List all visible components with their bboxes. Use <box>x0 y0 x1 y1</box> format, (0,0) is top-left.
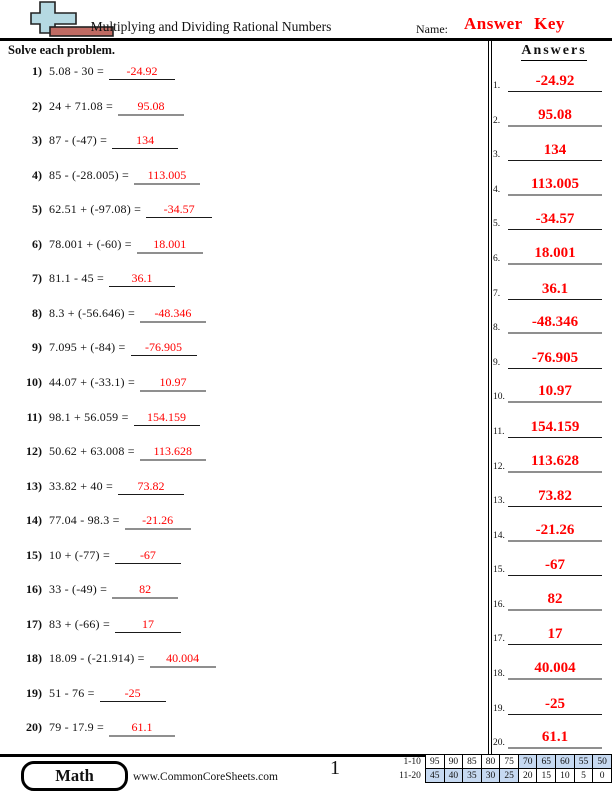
answer-number: 3. <box>493 150 501 160</box>
answer-number: 13. <box>493 496 505 506</box>
problem-row-6 <box>14 237 203 255</box>
grading-cell: 25 <box>500 769 519 783</box>
problem-number: 20) <box>26 720 42 734</box>
problem-row-3 <box>14 133 178 151</box>
problem-expression: 24 + 71.08 = <box>49 99 113 113</box>
problem-answer-blank: 73.82 <box>118 479 184 495</box>
problem-number: 13) <box>26 479 42 493</box>
problem-row-9 <box>14 340 197 358</box>
grading-cell: 80 <box>481 755 500 769</box>
problem-row-15 <box>14 548 181 566</box>
answer-item-18 <box>491 660 610 680</box>
answer-value: 17 <box>508 626 602 645</box>
answer-number: 20. <box>493 738 505 748</box>
problem-row-12 <box>14 444 206 462</box>
answer-number: 12. <box>493 462 505 472</box>
answer-value: -21.26 <box>508 522 602 542</box>
grading-cell: 55 <box>574 755 593 769</box>
instructions-text: Solve each problem. <box>8 43 116 57</box>
page-number: 1 <box>330 757 340 779</box>
problem-answer-blank: -21.26 <box>125 513 191 530</box>
grading-cell: 0 <box>593 769 612 783</box>
name-label: Name: <box>416 22 448 36</box>
problem-number: 4) <box>32 168 42 182</box>
answer-value: 40.004 <box>508 660 602 680</box>
problem-answer-blank: 18.001 <box>137 237 203 254</box>
answer-key-text: Answer Key <box>464 14 565 33</box>
problem-expression: 78.001 + (-60) = <box>49 237 132 251</box>
website-text: www.CommonCoreSheets.com <box>133 771 278 783</box>
problem-answer-blank: 134 <box>112 133 178 149</box>
answers-heading: Answers <box>521 43 586 61</box>
answer-value: 134 <box>508 142 602 161</box>
problem-row-16 <box>14 582 178 600</box>
problem-answer-blank: 61.1 <box>109 720 175 737</box>
problem-row-14 <box>14 513 191 531</box>
problem-expression: 79 - 17.9 = <box>49 720 104 734</box>
answer-number: 7. <box>493 289 501 299</box>
answer-value: -24.92 <box>508 73 602 92</box>
answer-number: 8. <box>493 323 501 333</box>
problem-number: 8) <box>32 306 42 320</box>
problem-number: 1) <box>32 64 42 78</box>
answer-number: 17. <box>493 634 505 644</box>
answer-value: -34.57 <box>508 211 602 230</box>
problem-row-7 <box>14 271 175 289</box>
problem-answer-blank: -76.905 <box>131 340 197 356</box>
problem-answer-blank: 10.97 <box>140 375 206 392</box>
answer-value: 154.159 <box>508 419 602 438</box>
answer-value: 73.82 <box>508 488 602 507</box>
subject-badge: Math <box>21 761 128 791</box>
answer-item-8 <box>491 314 610 334</box>
grading-row-label: 11-20 <box>399 770 421 781</box>
problem-row-1 <box>14 64 175 82</box>
problem-expression: 98.1 + 56.059 = <box>49 410 129 424</box>
answers-panel-header <box>500 41 608 61</box>
problem-number: 15) <box>26 548 42 562</box>
grading-cell: 70 <box>518 755 537 769</box>
page-title: Multiplying and Dividing Rational Numbers <box>90 19 332 34</box>
answer-number: 6. <box>493 254 501 264</box>
problem-answer-blank: -24.92 <box>109 64 175 80</box>
problem-row-19 <box>14 686 166 704</box>
answer-value: 18.001 <box>508 245 602 265</box>
answer-value: 10.97 <box>508 383 602 403</box>
problem-number: 6) <box>32 237 42 251</box>
problem-row-20 <box>14 720 175 738</box>
problem-expression: 50.62 + 63.008 = <box>49 444 135 458</box>
answer-item-7 <box>491 280 610 300</box>
problem-expression: 33.82 + 40 = <box>49 479 113 493</box>
problem-answer-blank: 113.005 <box>134 168 200 185</box>
grading-cell: 5 <box>574 769 593 783</box>
answer-item-2 <box>491 107 610 127</box>
problem-expression: 5.08 - 30 = <box>49 64 104 78</box>
answer-value: -25 <box>508 696 602 715</box>
answer-number: 5. <box>493 219 501 229</box>
problem-expression: 81.1 - 45 = <box>49 271 104 285</box>
grading-row-2 <box>378 769 612 783</box>
answer-value: 113.628 <box>508 453 602 473</box>
problem-expression: 8.3 + (-56.646) = <box>49 306 135 320</box>
answer-number: 4. <box>493 185 501 195</box>
problem-answer-blank: -34.57 <box>146 202 212 218</box>
problem-number: 7) <box>32 271 42 285</box>
problem-answer-blank: 82 <box>112 582 178 599</box>
answer-value: -67 <box>508 557 602 576</box>
grading-cell: 35 <box>463 769 482 783</box>
answer-item-1 <box>491 72 610 92</box>
problem-answer-blank: -25 <box>100 686 166 702</box>
problem-number: 12) <box>26 444 42 458</box>
answer-value: -48.346 <box>508 314 602 334</box>
problem-expression: 77.04 - 98.3 = <box>49 513 120 527</box>
answer-number: 19. <box>493 704 505 714</box>
grading-cell: 45 <box>425 769 444 783</box>
grading-cell: 90 <box>444 755 463 769</box>
answer-item-12 <box>491 453 610 473</box>
answer-number: 9. <box>493 358 501 368</box>
answer-item-17 <box>491 625 610 645</box>
problem-answer-blank: 36.1 <box>109 271 175 287</box>
problem-expression: 51 - 76 = <box>49 686 95 700</box>
problem-expression: 87 - (-47) = <box>49 133 108 147</box>
problem-expression: 7.095 + (-84) = <box>49 340 126 354</box>
problem-number: 5) <box>32 202 42 216</box>
grading-cell: 95 <box>425 755 444 769</box>
problem-row-2 <box>14 99 184 117</box>
problem-row-18 <box>14 651 216 669</box>
grading-cell: 75 <box>500 755 519 769</box>
answer-value: 95.08 <box>508 107 602 127</box>
problem-number: 17) <box>26 617 42 631</box>
answer-item-6 <box>491 245 610 265</box>
answer-item-13 <box>491 487 610 507</box>
answer-item-20 <box>491 729 610 749</box>
problem-row-10 <box>14 375 206 393</box>
answer-item-14 <box>491 522 610 542</box>
answer-item-19 <box>491 695 610 715</box>
problem-row-13 <box>14 479 184 497</box>
answer-item-3 <box>491 141 610 161</box>
problem-number: 2) <box>32 99 42 113</box>
problem-answer-blank: 154.159 <box>134 410 200 426</box>
problem-number: 3) <box>32 133 42 147</box>
answer-number: 18. <box>493 669 505 679</box>
problem-expression: 83 + (-66) = <box>49 617 110 631</box>
grading-cell: 50 <box>593 755 612 769</box>
grading-cell: 15 <box>537 769 556 783</box>
problem-number: 19) <box>26 686 42 700</box>
answer-number: 11. <box>493 427 505 437</box>
problem-answer-blank: 113.628 <box>140 444 206 461</box>
problem-row-17 <box>14 617 181 635</box>
answer-value: -76.905 <box>508 350 602 369</box>
problem-answer-blank: -67 <box>115 548 181 564</box>
problem-answer-blank: 17 <box>115 617 181 633</box>
answer-item-10 <box>491 383 610 403</box>
grading-row-1 <box>378 755 612 769</box>
grading-scale-table <box>378 754 612 783</box>
problem-expression: 44.07 + (-33.1) = <box>49 375 135 389</box>
problem-row-11 <box>14 410 200 428</box>
answer-item-15 <box>491 556 610 576</box>
grading-cell: 85 <box>463 755 482 769</box>
problem-expression: 85 - (-28.005) = <box>49 168 129 182</box>
grading-cell: 65 <box>537 755 556 769</box>
problem-expression: 33 - (-49) = <box>49 582 108 596</box>
problem-row-8 <box>14 306 206 324</box>
problem-answer-blank: -48.346 <box>140 306 206 323</box>
answer-number: 1. <box>493 81 501 91</box>
problem-number: 9) <box>32 340 42 354</box>
problem-expression: 10 + (-77) = <box>49 548 110 562</box>
problem-number: 11) <box>26 410 42 424</box>
problem-expression: 18.09 - (-21.914) = <box>49 651 145 665</box>
grading-row-label: 1-10 <box>403 756 421 767</box>
grading-cell: 30 <box>481 769 500 783</box>
grading-cell: 10 <box>556 769 575 783</box>
problem-answer-blank: 40.004 <box>150 651 216 668</box>
answer-number: 16. <box>493 600 505 610</box>
answer-number: 2. <box>493 116 501 126</box>
answer-number: 10. <box>493 392 505 402</box>
problem-row-5 <box>14 202 212 220</box>
answer-value: 36.1 <box>508 281 602 300</box>
problem-row-4 <box>14 168 200 186</box>
problem-number: 14) <box>26 513 42 527</box>
grading-cell: 60 <box>556 755 575 769</box>
answer-item-5 <box>491 210 610 230</box>
answer-number: 14. <box>493 531 505 541</box>
answer-value: 82 <box>508 591 602 611</box>
problem-answer-blank: 95.08 <box>118 99 184 116</box>
grading-cell: 20 <box>518 769 537 783</box>
answer-value: 61.1 <box>508 729 602 749</box>
grading-cell: 40 <box>444 769 463 783</box>
answer-item-9 <box>491 349 610 369</box>
answer-number: 15. <box>493 565 505 575</box>
problem-expression: 62.51 + (-97.08) = <box>49 202 142 216</box>
answer-value: 113.005 <box>508 176 602 196</box>
problem-number: 16) <box>26 582 42 596</box>
problem-number: 18) <box>26 651 42 665</box>
problem-number: 10) <box>26 375 42 389</box>
answer-item-4 <box>491 176 610 196</box>
answer-item-11 <box>491 418 610 438</box>
answer-item-16 <box>491 591 610 611</box>
